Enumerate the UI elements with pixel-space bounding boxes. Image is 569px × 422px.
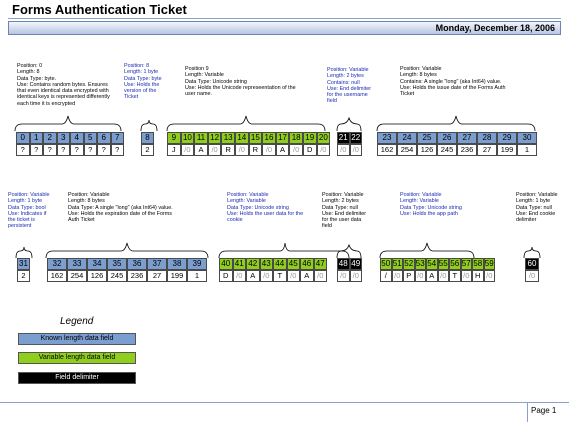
byte-value: D xyxy=(219,270,233,282)
bracket-username xyxy=(167,116,325,131)
legend-field-delimiter: Field delimiter xyxy=(18,372,136,384)
bracket-issue-date xyxy=(377,116,535,131)
byte-value: 254 xyxy=(67,270,87,282)
byte-position: 7 xyxy=(111,132,125,144)
byte-position: 17 xyxy=(276,132,290,144)
byte-value: 245 xyxy=(107,270,127,282)
byte-column xyxy=(437,132,457,156)
byte-column xyxy=(249,132,263,156)
byte-value: 27 xyxy=(477,144,497,156)
byte-position: 28 xyxy=(477,132,497,144)
byte-column xyxy=(438,258,450,282)
byte-position: 8 xyxy=(141,132,154,144)
byte-column xyxy=(43,132,57,156)
byte-value: A xyxy=(246,270,260,282)
byte-column xyxy=(17,258,30,282)
byte-column xyxy=(181,132,195,156)
byte-value: / xyxy=(380,270,392,282)
bracket-random-bytes xyxy=(15,116,121,131)
byte-column xyxy=(350,258,363,282)
desc-random-bytes: Position: 0 Length: 8 Data Type: byte. Use: Contains random bytes. Ensures that even identical data encrypted with identical keys is represented differently each time it is encrypted xyxy=(17,63,110,107)
desc-issue-date: Position: Variable Length: 8 bytes Contains: A single "long" (aka Int64) value. Use: Holds the issue date of the Forms Auth Ticket xyxy=(400,66,506,98)
byte-value: /0 xyxy=(289,144,303,156)
byte-position: 44 xyxy=(273,258,287,270)
segment-app-path xyxy=(380,258,495,282)
byte-value: ? xyxy=(43,144,57,156)
byte-position: 38 xyxy=(167,258,187,270)
byte-column xyxy=(497,132,517,156)
byte-value: /0 xyxy=(525,270,539,282)
byte-column xyxy=(472,258,484,282)
byte-column xyxy=(426,258,438,282)
byte-column xyxy=(47,258,67,282)
byte-position: 27 xyxy=(457,132,477,144)
byte-column xyxy=(16,132,30,156)
byte-position: 32 xyxy=(47,258,67,270)
byte-column xyxy=(147,258,167,282)
byte-position: 25 xyxy=(417,132,437,144)
byte-value: /0 xyxy=(314,270,328,282)
byte-column xyxy=(127,258,147,282)
byte-column xyxy=(415,258,427,282)
segment-issue-date xyxy=(377,132,537,156)
byte-position: 4 xyxy=(70,132,84,144)
desc-end-delimiter: Position: Variable Length: 1 byte Data Type: null Use: End cookie delimiter xyxy=(516,192,558,224)
bracket-persistent xyxy=(16,247,32,258)
bracket-end-delimiter xyxy=(524,247,540,258)
byte-position: 46 xyxy=(300,258,314,270)
byte-column xyxy=(57,132,71,156)
byte-column xyxy=(30,132,44,156)
byte-column xyxy=(417,132,437,156)
byte-position: 19 xyxy=(303,132,317,144)
byte-value: /0 xyxy=(415,270,427,282)
byte-value: P xyxy=(403,270,415,282)
byte-position: 0 xyxy=(16,132,30,144)
segment-version xyxy=(141,132,154,156)
byte-column xyxy=(477,132,497,156)
byte-column xyxy=(380,258,392,282)
byte-column xyxy=(233,258,247,282)
byte-position: 24 xyxy=(397,132,417,144)
byte-value: 254 xyxy=(397,144,417,156)
byte-value: 199 xyxy=(167,270,187,282)
byte-position: 43 xyxy=(260,258,274,270)
bracket-user-data xyxy=(219,243,349,258)
bracket-version xyxy=(141,120,157,131)
byte-value: /0 xyxy=(438,270,450,282)
byte-value: 126 xyxy=(87,270,107,282)
byte-position: 22 xyxy=(351,133,361,142)
byte-value: ? xyxy=(16,144,30,156)
byte-position: 33 xyxy=(67,258,87,270)
byte-value: /0 xyxy=(350,144,363,156)
byte-position: 52 xyxy=(404,259,414,268)
byte-position: 5 xyxy=(84,132,98,144)
bracket-delimiter-1 xyxy=(337,118,361,131)
byte-column xyxy=(70,132,84,156)
byte-value: /0 xyxy=(337,144,350,156)
byte-position: 40 xyxy=(219,258,233,270)
byte-value: /0 xyxy=(208,144,222,156)
byte-column xyxy=(107,258,127,282)
desc-expiration: Position: Variable Length: 8 bytes Data Type: A single "long" (aka Int64) value. Use: Holds the expiration date of the Forms Auth Ticket xyxy=(68,192,173,224)
byte-value: /0 xyxy=(461,270,473,282)
byte-position: 26 xyxy=(437,132,457,144)
segment-expiration xyxy=(47,258,207,282)
byte-position: 35 xyxy=(107,258,127,270)
byte-column xyxy=(111,132,125,156)
byte-column xyxy=(67,258,87,282)
byte-position: 45 xyxy=(287,258,301,270)
byte-value: 1 xyxy=(517,144,537,156)
byte-position: 16 xyxy=(262,132,276,144)
byte-value: 236 xyxy=(127,270,147,282)
byte-value: 2 xyxy=(17,270,30,282)
desc-version: Position: 8 Length: 1 byte Data Type: byte Use: Holds the version of the Ticket xyxy=(124,63,162,101)
segment-delimiter-1 xyxy=(337,132,362,156)
byte-value: J xyxy=(167,144,181,156)
legend-variable-length: Variable length data field xyxy=(18,352,136,364)
legend-title: Legend xyxy=(60,316,94,327)
byte-position: 18 xyxy=(289,132,303,144)
byte-position: 12 xyxy=(208,132,222,144)
byte-column xyxy=(208,132,222,156)
byte-position: 2 xyxy=(43,132,57,144)
byte-value: ? xyxy=(57,144,71,156)
byte-value: /0 xyxy=(262,144,276,156)
desc-userdata-delimiter: Position: Variable Length: 2 bytes Data Type: null Use: End delimiter for the user data field xyxy=(322,192,367,230)
byte-column xyxy=(87,258,107,282)
byte-value: D xyxy=(303,144,317,156)
byte-position: 41 xyxy=(233,258,247,270)
byte-value: ? xyxy=(70,144,84,156)
byte-value: /0 xyxy=(350,270,363,282)
byte-value: /0 xyxy=(181,144,195,156)
segment-end-delimiter xyxy=(525,258,539,282)
byte-column xyxy=(350,132,363,156)
byte-value: 245 xyxy=(437,144,457,156)
byte-value: /0 xyxy=(484,270,496,282)
byte-position: 49 xyxy=(351,259,361,268)
byte-position: 9 xyxy=(167,132,181,144)
byte-value: /0 xyxy=(233,270,247,282)
byte-column xyxy=(167,132,181,156)
desc-user-data: Position: Variable Length: Variable Data Type: Unicode string Use: Holds the user data for the cookie xyxy=(227,192,304,224)
byte-column xyxy=(276,132,290,156)
byte-column xyxy=(187,258,207,282)
byte-value: A xyxy=(276,144,290,156)
byte-position: 1 xyxy=(30,132,44,144)
byte-position: 10 xyxy=(181,132,195,144)
desc-username-delimiter: Position: Variable Length: 2 bytes Contains: null Use: End delimiter for the username field xyxy=(327,67,372,105)
byte-column xyxy=(84,132,98,156)
byte-column xyxy=(289,132,303,156)
byte-value: 126 xyxy=(417,144,437,156)
byte-column xyxy=(484,258,496,282)
byte-value: 199 xyxy=(497,144,517,156)
byte-position: 31 xyxy=(17,258,30,270)
byte-value: /0 xyxy=(337,270,350,282)
desc-app-path: Position: Variable Length: Variable Data Type: Unicode string Use: Holds the app path xyxy=(400,192,462,217)
byte-column xyxy=(97,132,111,156)
byte-position: 48 xyxy=(338,259,348,268)
byte-position: 21 xyxy=(338,133,348,142)
byte-position: 50 xyxy=(381,259,391,268)
byte-position: 29 xyxy=(497,132,517,144)
date-text: Monday, December 18, 2006 xyxy=(435,23,555,33)
byte-column xyxy=(167,258,187,282)
byte-column xyxy=(392,258,404,282)
byte-position: 13 xyxy=(221,132,235,144)
byte-value: R xyxy=(221,144,235,156)
byte-value: T xyxy=(273,270,287,282)
byte-value: 162 xyxy=(47,270,67,282)
byte-value: R xyxy=(249,144,263,156)
byte-column xyxy=(403,258,415,282)
byte-column xyxy=(219,258,233,282)
byte-position: 42 xyxy=(246,258,260,270)
segment-username xyxy=(167,132,330,156)
byte-column xyxy=(194,132,208,156)
byte-position: 60 xyxy=(525,258,539,270)
byte-value: 27 xyxy=(147,270,167,282)
byte-position: 53 xyxy=(415,259,425,268)
byte-position: 11 xyxy=(194,132,208,144)
byte-value: ? xyxy=(84,144,98,156)
byte-position: 57 xyxy=(461,259,471,268)
byte-position: 6 xyxy=(97,132,111,144)
desc-persistent: Position: Variable Length: 1 byte Data Type: bool Use: Indicates if the ticket is persistent xyxy=(8,192,50,230)
byte-position: 55 xyxy=(438,259,448,268)
byte-position: 14 xyxy=(235,132,249,144)
byte-position: 37 xyxy=(147,258,167,270)
byte-position: 58 xyxy=(473,259,483,268)
byte-position: 39 xyxy=(187,258,207,270)
byte-value: ? xyxy=(111,144,125,156)
byte-value: /0 xyxy=(392,270,404,282)
byte-value: ? xyxy=(97,144,111,156)
byte-column xyxy=(300,258,314,282)
desc-username: Position 9 Length: Variable Data Type: Unicode string Use: Holds the Unicode represeentation of the user name. xyxy=(185,66,296,98)
byte-value: 236 xyxy=(457,144,477,156)
byte-column xyxy=(317,132,331,156)
byte-column xyxy=(397,132,417,156)
byte-column xyxy=(273,258,287,282)
byte-position: 56 xyxy=(450,259,460,268)
bracket-app-path xyxy=(380,243,474,258)
segment-random-bytes xyxy=(16,132,124,156)
byte-column xyxy=(525,258,539,282)
byte-column xyxy=(337,258,350,282)
byte-position: 34 xyxy=(87,258,107,270)
byte-column xyxy=(457,132,477,156)
byte-position: 23 xyxy=(377,132,397,144)
footer-divider xyxy=(0,402,569,403)
byte-value: /0 xyxy=(260,270,274,282)
byte-column xyxy=(141,132,154,156)
byte-position: 15 xyxy=(249,132,263,144)
byte-position: 47 xyxy=(314,258,328,270)
byte-value: A xyxy=(194,144,208,156)
segment-delimiter-2 xyxy=(337,258,362,282)
byte-position: 59 xyxy=(484,259,494,268)
byte-position: 54 xyxy=(427,259,437,268)
byte-position: 36 xyxy=(127,258,147,270)
byte-position: 51 xyxy=(392,259,402,268)
byte-position: 20 xyxy=(317,132,331,144)
page-title: Forms Authentication Ticket xyxy=(12,2,187,17)
byte-column xyxy=(517,132,537,156)
byte-column xyxy=(377,132,397,156)
page-number: Page 1 xyxy=(531,406,557,415)
byte-value: T xyxy=(449,270,461,282)
byte-value: A xyxy=(426,270,438,282)
segment-persistent xyxy=(17,258,30,282)
byte-value: 2 xyxy=(141,144,154,156)
segment-user-data xyxy=(219,258,327,282)
byte-column xyxy=(246,258,260,282)
byte-value: 162 xyxy=(377,144,397,156)
byte-column xyxy=(314,258,328,282)
bracket-expiration xyxy=(46,243,208,258)
byte-position: 30 xyxy=(517,132,537,144)
byte-value: /0 xyxy=(317,144,331,156)
byte-column xyxy=(287,258,301,282)
byte-column xyxy=(262,132,276,156)
byte-value: A xyxy=(300,270,314,282)
byte-value: 1 xyxy=(187,270,207,282)
byte-column xyxy=(235,132,249,156)
byte-value: ? xyxy=(30,144,44,156)
byte-column xyxy=(337,132,350,156)
byte-column xyxy=(449,258,461,282)
byte-column xyxy=(221,132,235,156)
byte-column xyxy=(260,258,274,282)
byte-position: 3 xyxy=(57,132,71,144)
byte-column xyxy=(461,258,473,282)
byte-value: H xyxy=(472,270,484,282)
footer-separator xyxy=(527,402,528,422)
byte-value: /0 xyxy=(287,270,301,282)
legend-known-length: Known length data field xyxy=(18,333,136,345)
byte-value: /0 xyxy=(235,144,249,156)
byte-column xyxy=(303,132,317,156)
